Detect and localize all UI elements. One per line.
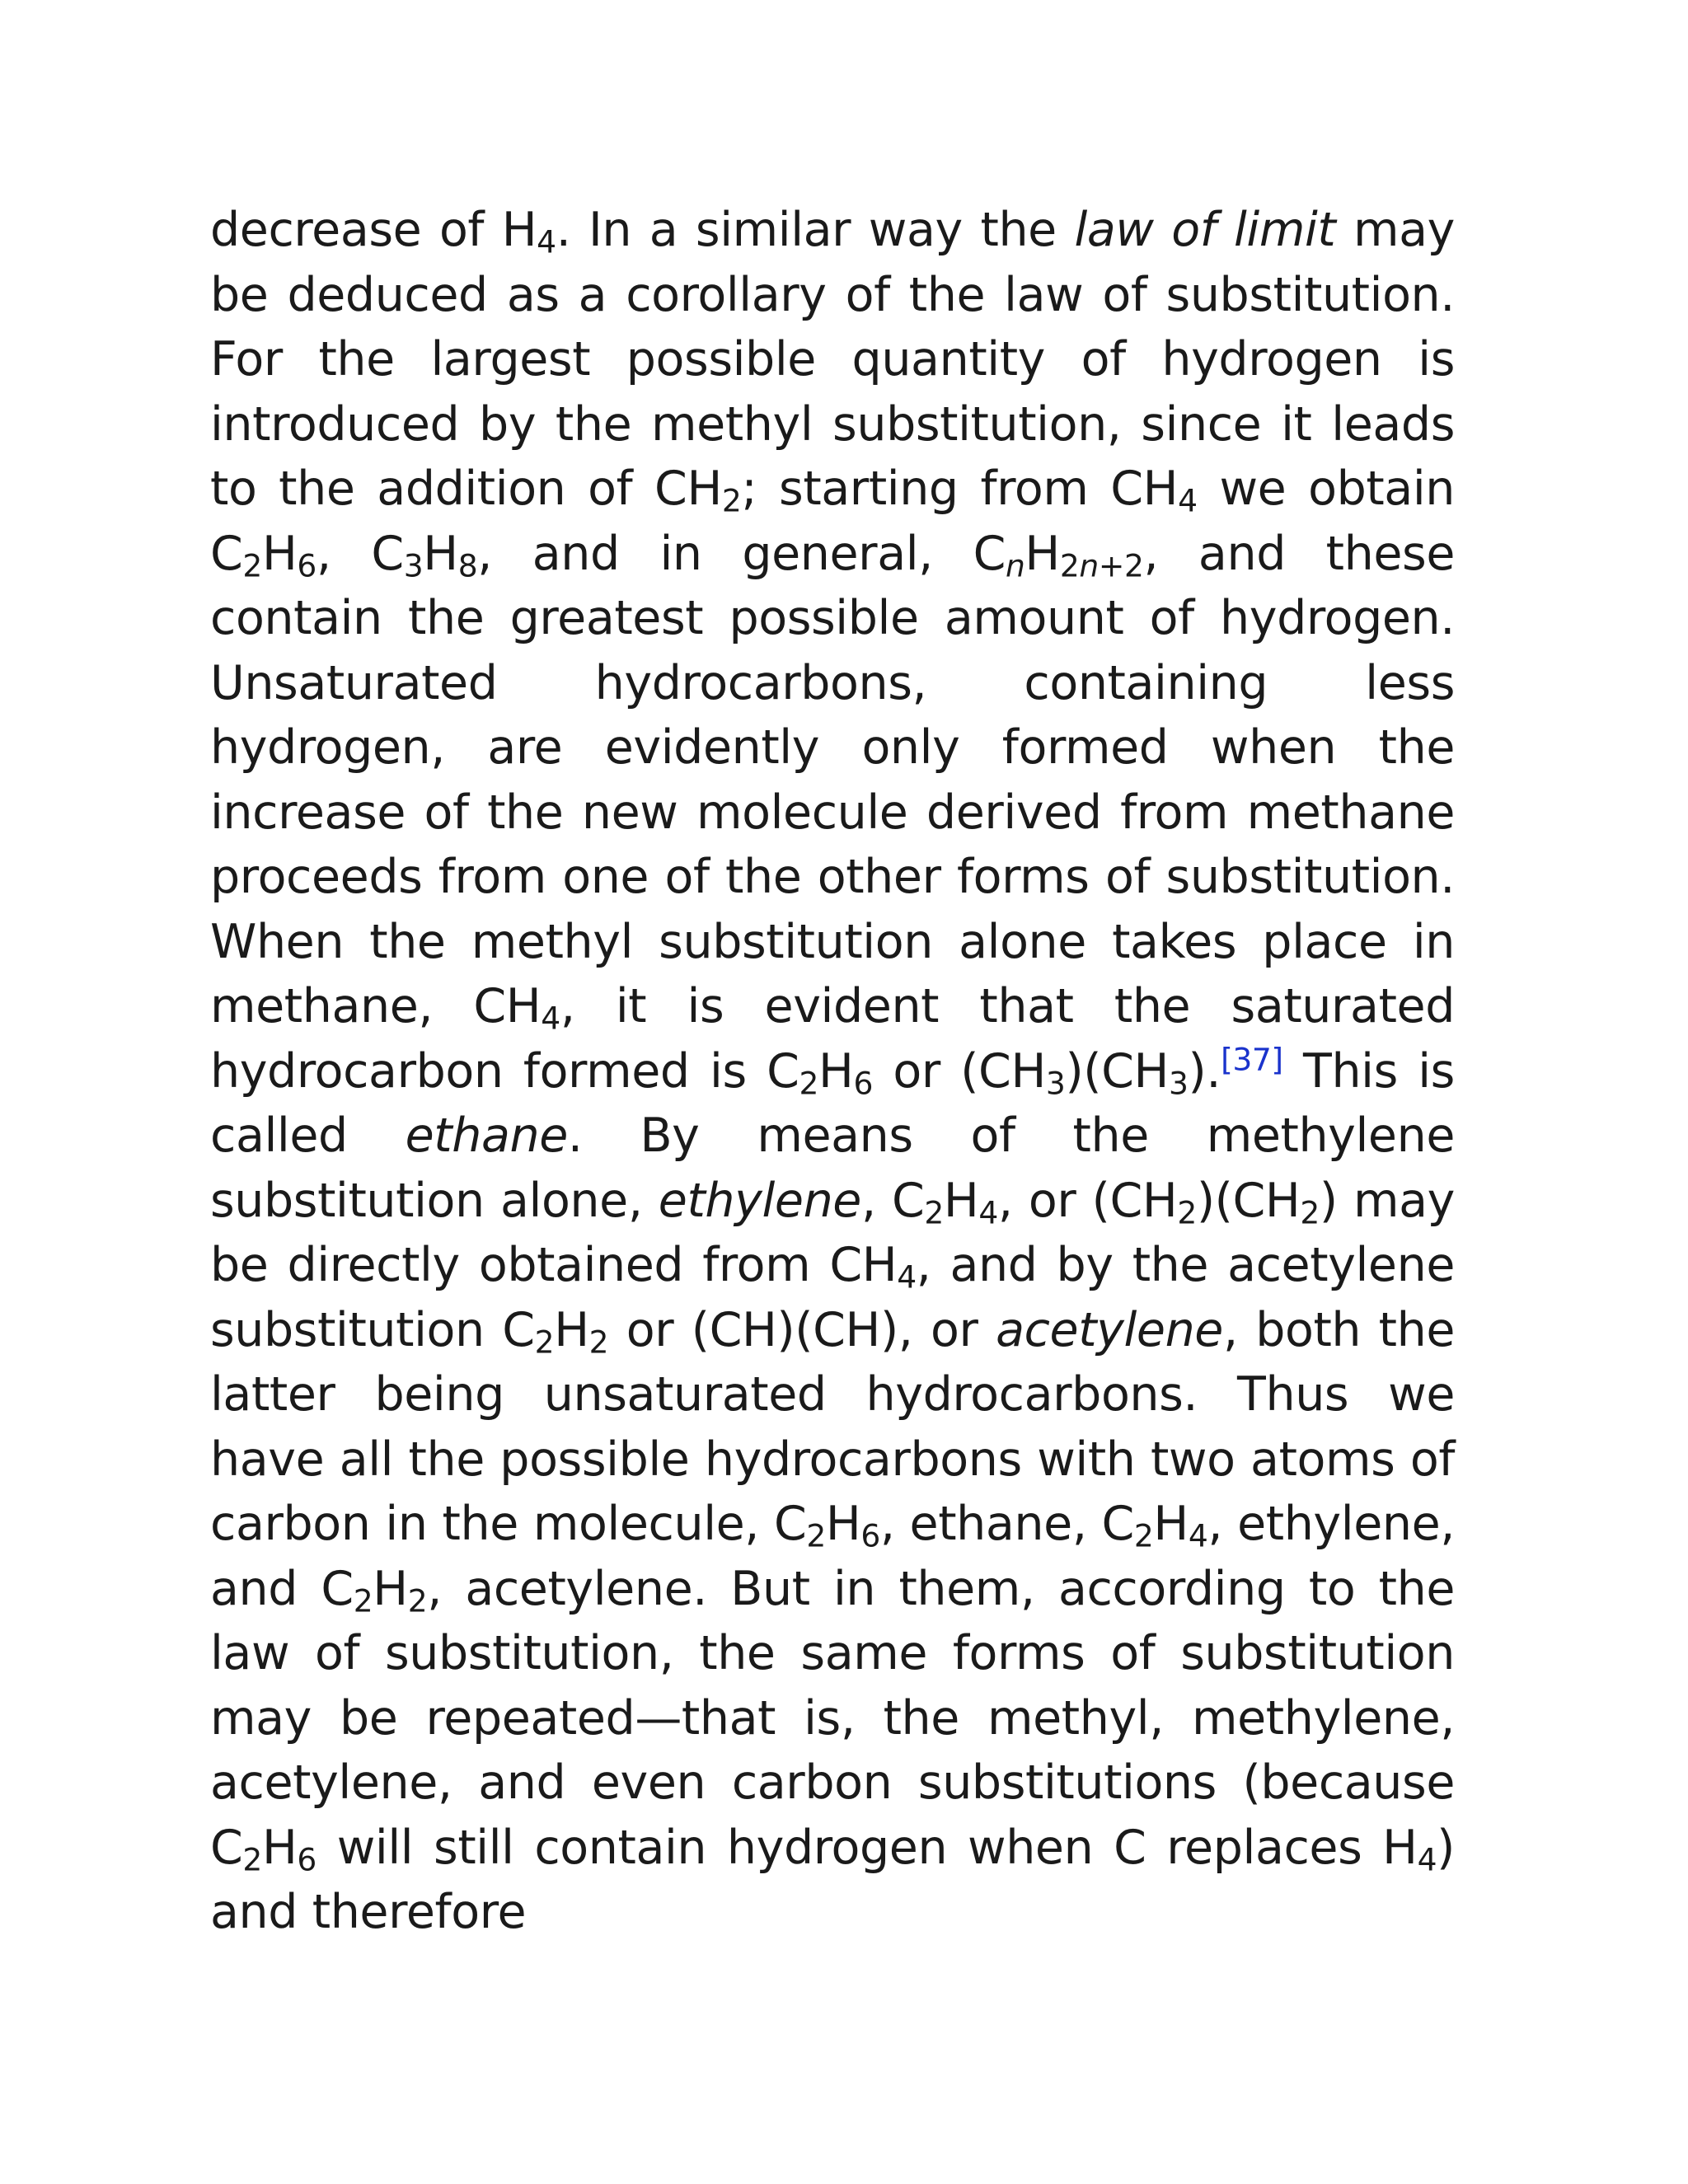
subscript: 6 (860, 1517, 880, 1554)
subscript: 4 (1188, 1517, 1208, 1554)
text-run: H (818, 1043, 854, 1099)
subscript: 2 (806, 1517, 826, 1554)
subscript: 4 (537, 223, 556, 260)
text-run: , and these contain the greatest possible amount of hydrogen. Unsaturated hydrocarbons, containing less hydrogen, are evidently only formed when the increase of the new molecule derived from methane proceeds from one of the other forms of substitution. When the methyl substitution alone takes place in methane, CH (210, 526, 1455, 1033)
text-run: . In a similar way the (556, 203, 1075, 257)
text-run: ) and therefore (210, 1820, 1455, 1939)
text-run: , C (860, 1173, 925, 1228)
subscript: 3 (403, 546, 424, 583)
text-run: , C (316, 526, 404, 581)
text-run: ). (1188, 1043, 1221, 1099)
subscript: 4 (897, 1258, 917, 1296)
text-run: H (1025, 526, 1060, 581)
subscript: 4 (1417, 1840, 1437, 1877)
italic-term-law-of-limit: law of limit (1074, 203, 1336, 257)
text-run: decrease of H (210, 203, 537, 257)
subscript: 2 (799, 1064, 819, 1101)
text-run: , it is evident that the saturated hydrocarbon formed is C (210, 979, 1455, 1099)
subscript: 6 (297, 546, 316, 583)
subscript: 2 (407, 1582, 428, 1619)
text-run: may be deduced as a corollary of the law of substitution. For the largest possible quantity of hydrogen is introduced by the methyl substitution, since it leads to the addition of CH (210, 203, 1455, 516)
subscript: 6 (297, 1840, 316, 1877)
text-run: H (261, 1820, 298, 1875)
subscript: 2 (1133, 1517, 1154, 1554)
subscript: 2 (534, 1323, 555, 1360)
text-run: )(CH (1065, 1043, 1169, 1099)
subscript: 2 (242, 1840, 262, 1877)
subscript: 3 (1045, 1064, 1066, 1101)
text-run: ; starting from CH (741, 462, 1179, 516)
subscript-italic: n (1005, 546, 1025, 583)
italic-term-ethylene: ethylene (658, 1173, 861, 1228)
italic-term-ethane: ethane (405, 1108, 568, 1163)
text-run: This is called (210, 1043, 1455, 1163)
text-run: , both the latter being unsaturated hydrocarbons. Thus we have all the possible hydrocarbons with two atoms of carbon in the molecule, C (210, 1302, 1455, 1551)
subscript: 2 (924, 1193, 944, 1230)
subscript: 6 (853, 1064, 874, 1101)
subscript: 4 (978, 1193, 998, 1230)
text-run: , ethane, C (879, 1497, 1134, 1551)
text-run: , acetylene. But in them, according to the law of substitution, the same forms of substitution may be repeated—that is, the methyl, methylene, acetylene, and even carbon substitutions (because C (210, 1561, 1455, 1875)
text-run: H (261, 526, 298, 581)
text-run: H (943, 1173, 979, 1228)
text-run: H (1153, 1497, 1189, 1551)
subscript: 4 (1178, 482, 1198, 519)
text-run: )(CH (1196, 1173, 1301, 1228)
body-paragraph (210, 198, 1455, 1945)
text-run: . By means of the methylene substitution alone, (210, 1108, 1455, 1228)
text-run: or (CH (873, 1043, 1046, 1099)
text-run: , or (CH (997, 1173, 1178, 1228)
subscript: 2n+2 (1059, 546, 1144, 583)
text-run: or (CH)(CH), or (608, 1302, 996, 1357)
subscript: 2 (1300, 1193, 1320, 1230)
subscript: 3 (1168, 1064, 1189, 1101)
subscript: 2 (1177, 1193, 1197, 1230)
text-run: , ethylene, and C (210, 1497, 1455, 1616)
subscript: 4 (541, 1000, 560, 1037)
subscript-italic-n: n (1079, 546, 1099, 583)
subscript: 2 (242, 546, 262, 583)
text-run: ) may be directly obtained from CH (210, 1173, 1455, 1292)
italic-term-acetylene: acetylene (996, 1302, 1223, 1357)
footnote-link-37[interactable]: [37] (1221, 1040, 1283, 1077)
subscript: 2 (721, 482, 742, 519)
subscript: 8 (457, 546, 478, 583)
text-run: H (373, 1561, 408, 1616)
text-run: we obtain C (210, 462, 1455, 581)
text-run: H (554, 1302, 589, 1357)
text-run: , and by the acetylene substitution C (210, 1238, 1455, 1357)
text-run: , and in general, C (477, 526, 1006, 581)
subscript: 2 (588, 1323, 609, 1360)
subscript: 2 (353, 1582, 373, 1619)
text-run: will still contain hydrogen when C replaces H (316, 1820, 1418, 1875)
text-run: H (423, 526, 458, 581)
text-run: H (825, 1497, 861, 1551)
